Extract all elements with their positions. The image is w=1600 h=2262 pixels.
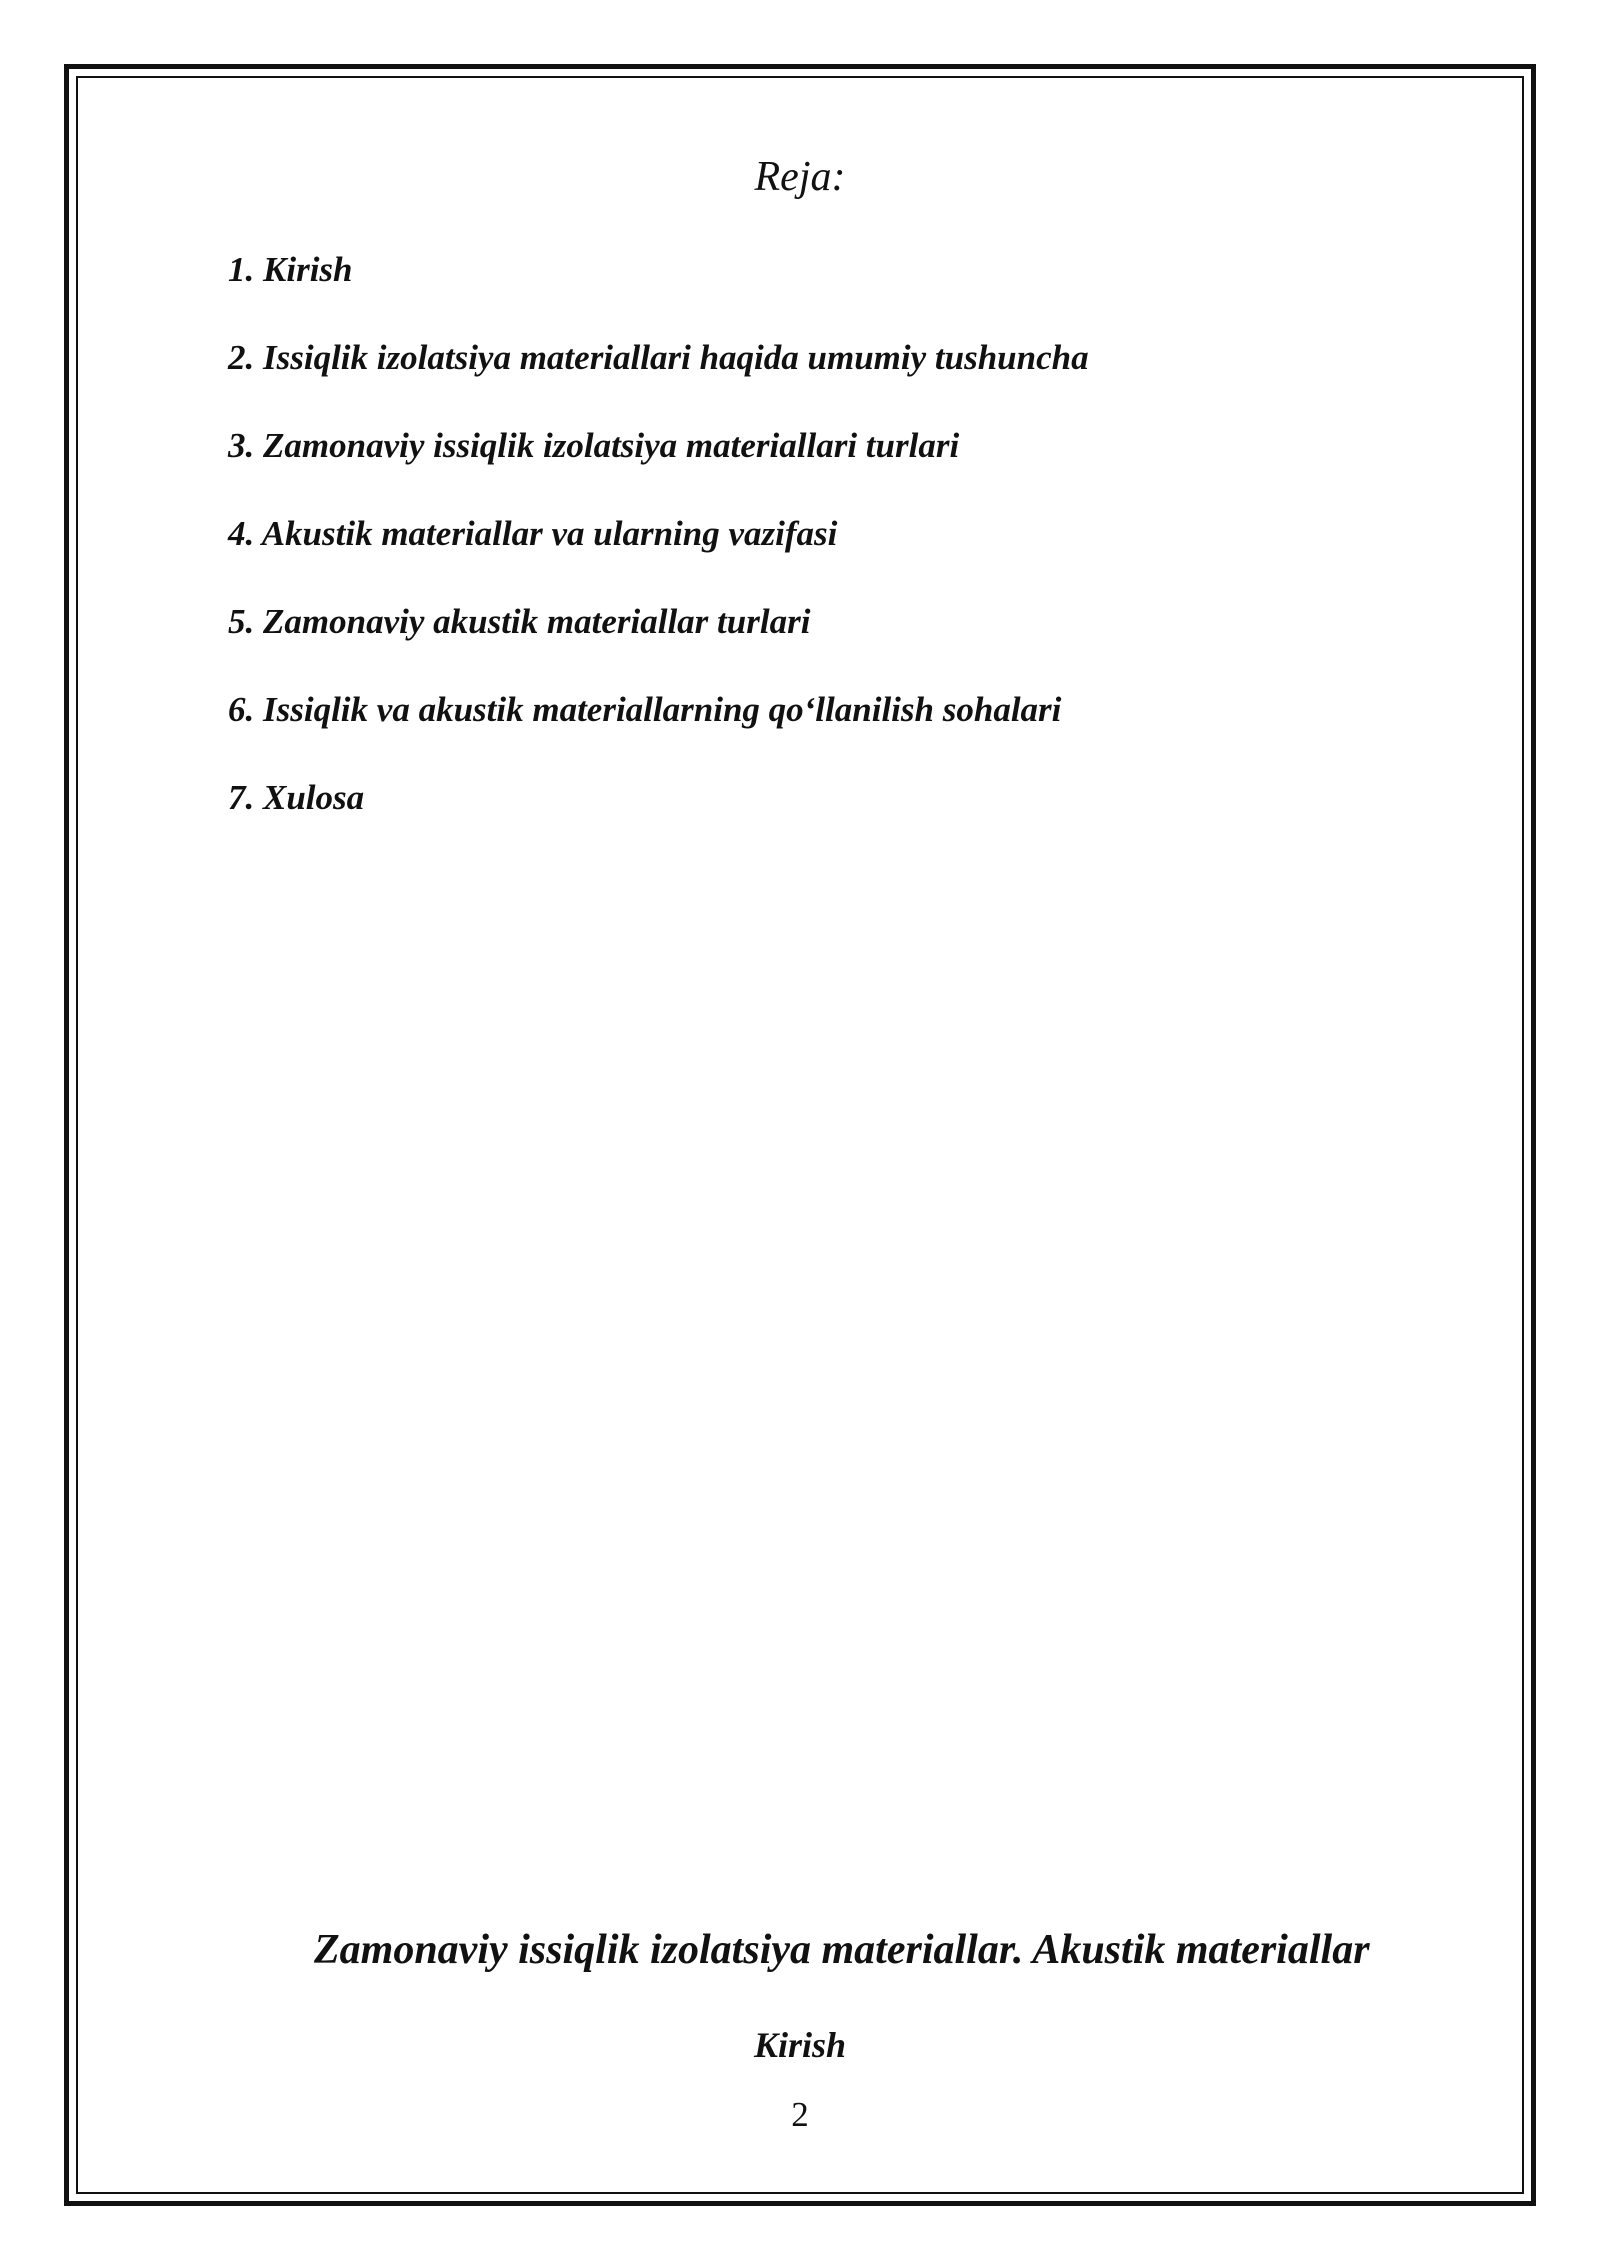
section-heading: Kirish <box>753 2025 847 2065</box>
plan-item-2: 2. Issiqlik izolatsiya materiallari haqida umumiy tushuncha <box>228 338 1089 377</box>
plan-list <box>228 246 1089 862</box>
page-number: 2 <box>791 2095 809 2134</box>
plan-item-7: 7. Xulosa <box>228 778 365 817</box>
plan-item-4: 4. Akustik materiallar va ularning vazifasi <box>228 514 838 553</box>
document-heading: Zamonaviy issiqlik izolatsiya materiallar. Akustik materiallar <box>314 1927 1370 1973</box>
plan-item-1: 1. Kirish <box>228 250 353 289</box>
plan-item-3: 3. Zamonaviy issiqlik izolatsiya materiallari turlari <box>228 426 960 465</box>
plan-item-6: 6. Issiqlik va akustik materiallarning qo‘llanilish sohalari <box>228 690 1062 729</box>
plan-item-5: 5. Zamonaviy akustik materiallar turlari <box>228 602 811 641</box>
plan-title: Reja: <box>754 154 846 200</box>
